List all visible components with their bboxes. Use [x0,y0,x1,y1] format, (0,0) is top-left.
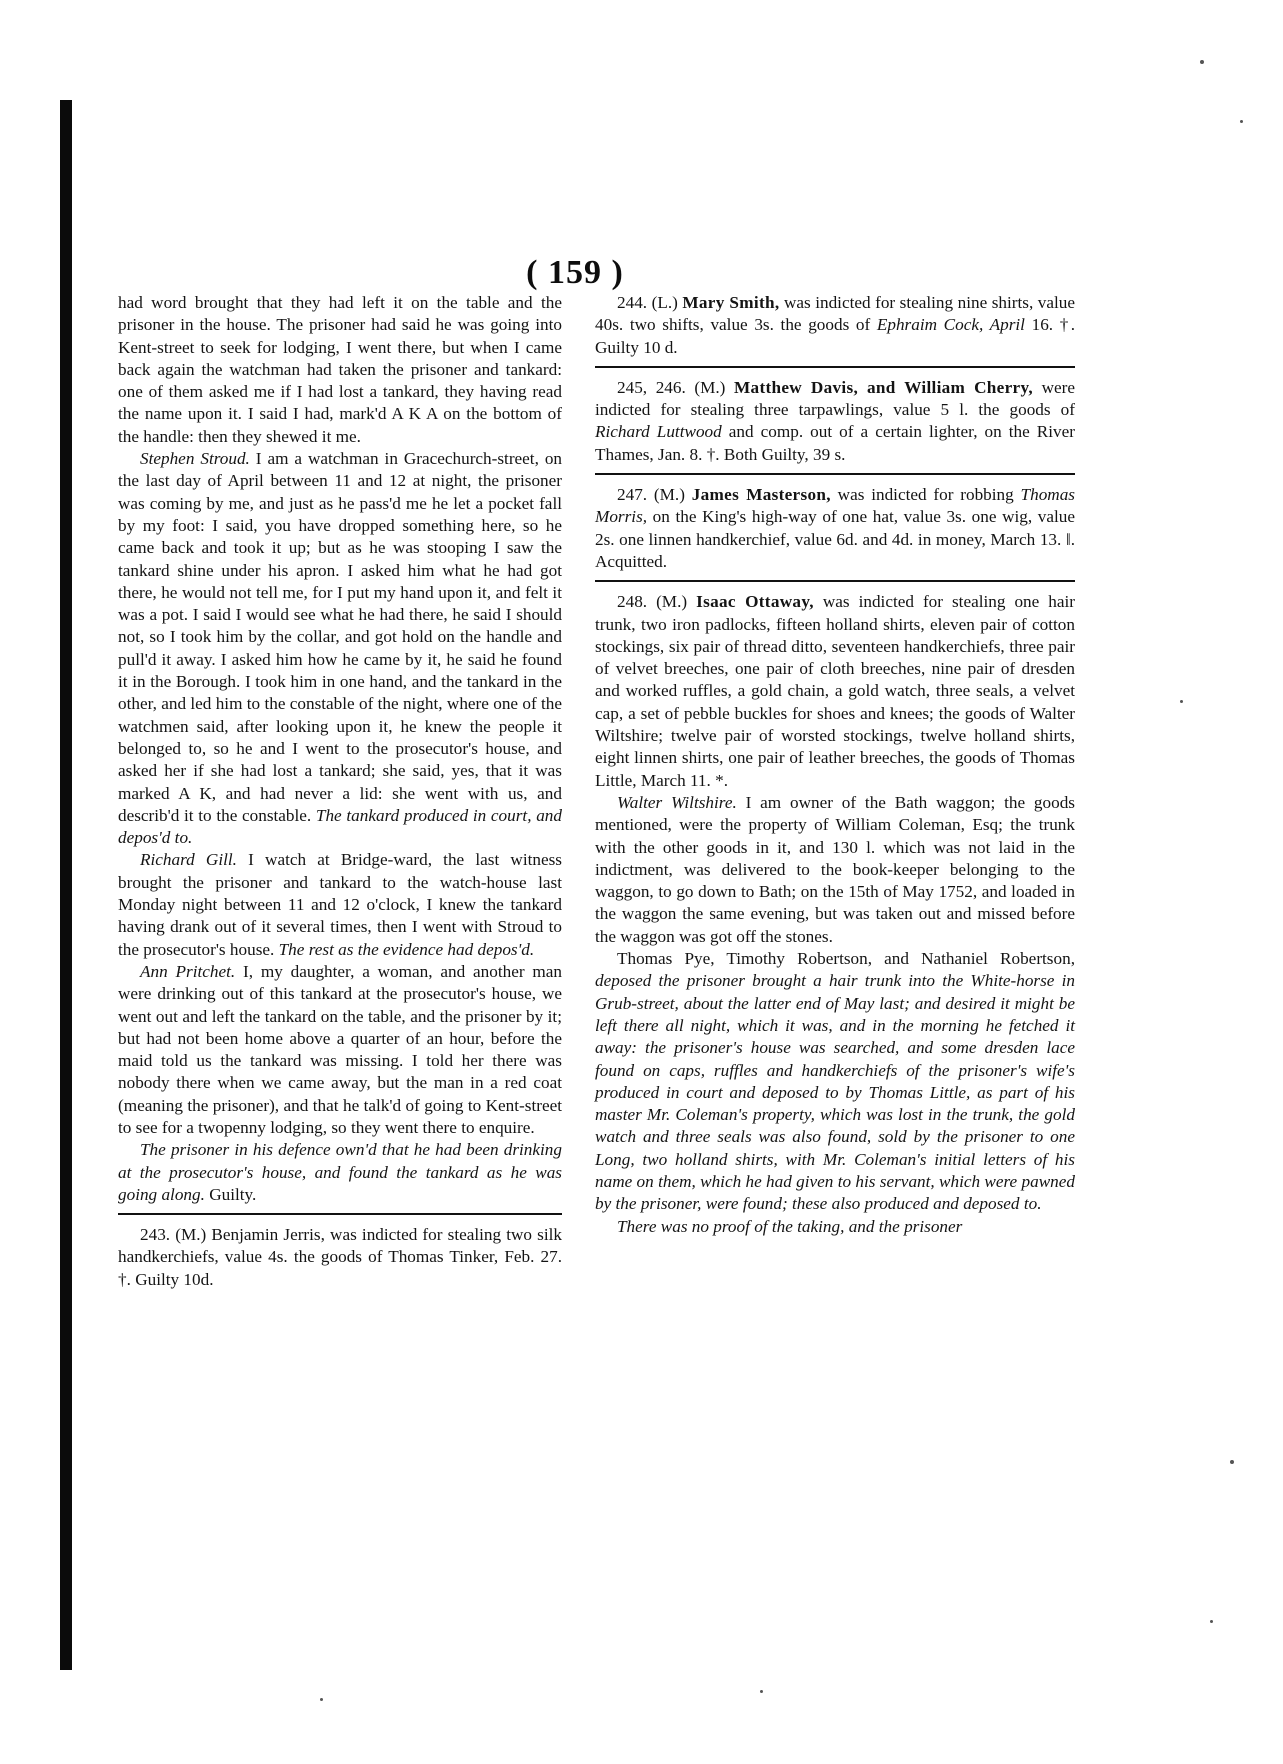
case-number: 244. (L.) [617,293,683,312]
case-243: 243. (M.) Benjamin Jerris, was indicted for stealing two silk handkerchiefs, value 4s. the goods of Thomas Tinker, Feb. 27. †. Guilty 10d. [118,1225,562,1289]
case-text: was indicted for robbing [830,485,1021,505]
testimony-text: I am owner of the Bath waggon; the goods mentioned, were the property of William Coleman, Esq; the trunk with the other goods in it, and 130 l. which was not laid in the indictment, was delivered to the book-keeper belonging to the waggon, to go down to Bath; on the 15th of May 1752, and loaded in the waggon the same evening, but was taken out and missed before the waggon was got off the stones. [595,792,1075,946]
testimony-text: I watch at Bridge-ward, the last witness brought the prisoner and tankard to the watch-house last Monday night between 11 and 12 o'clock, I knew the tankard having drank out of it several times, then I went with Stroud to the prosecutor's house. [118,850,562,959]
case-number: 245, 246. (M.) [617,377,735,397]
case-248 [595,591,1075,792]
court-note: The tankard produced in court, and depos'd to. [118,805,562,848]
case-245 [595,377,1075,466]
deposition-text: deposed the prisoner brought a hair trunk into the White-horse in Grub-street, about the latter end of May last; and desired it might be left there all night, which it was, and in the morning he fetched it away: the prisoner's house was searched, and some dresden lace found on caps, ruffles and handkerchiefs of the prisoner's wife's produced in court and deposed to by Thomas Little, as part of his master Mr. Coleman's property, which was lost in the trunk, the gold watch and three seals was also found, sold by the prisoner to one Long, two holland shirts, with Mr. Coleman's initial letters of his name on them, which he had given to his servant, which were pawned by the prisoner, were found; these also produced and deposed to. [595,971,1075,1214]
section-divider [118,1213,562,1215]
case-outcome: and comp. out of a certain lighter, on the River Thames, Jan. 8. †. Both Guilty, 39 s. [595,422,1075,464]
case-244 [595,292,1075,359]
stroud-testimony [118,448,562,849]
victim-name: Thomas Morris, [595,485,1075,527]
court-note: The rest as the evidence had depos'd. [278,939,535,959]
verdict: Guilty. [204,1184,257,1204]
speaker-name: Richard Gill. [140,850,237,870]
case-text: was indicted for stealing one hair trunk, two iron padlocks, fifteen holland shirts, eleven pair of cotton stockings, six pair of thread ditto, seventeen handkerchiefs, three pair of velvet breeches, one pair of cloth breeches, nine pair of dresden and worked ruffles, a gold chain, a gold watch, three seals, a velvet cap, a set of pebble buckles for shoes and knees; the goods of Walter Wiltshire; twelve pair of worsted stockings, twelve holland shirts, eight linnen shirts, one pair of leather breeches, the goods of Thomas Little, March 11. *. [595,592,1075,790]
defendant-name: Isaac Ottaway, [696,592,814,612]
right-column [595,292,1075,1238]
continued-paragraph: had word brought that they had left it on the table and the prisoner in the house. The prisoner had said he was going into Kent-street to seek for lodging, I went there, but when I came back again the watchman had taken the prisoner and tankard: one of them asked me if I had lost a tankard, they having read the name upon it. I said I had, mark'd A K A on the bottom of the handle: then they shewed it me. [118,293,562,446]
testimony-text: I am a watchman in Gracechurch-street, on the last day of April between 11 and 12 at night, the prisoner was coming by me, and just as he pass'd me he let a pocket fall by my foot: I said, you have dropped something here, so he came back and took it up; but as he was stooping I saw the tankard shine under his apron. I asked him what he had got there, he would not tell me, for I put my hand upon it, and felt it was a pot. I said I would see what he had there, he said I should not, so I took him by the collar, and got hold on the handle and pull'd it away. I asked him how he came by it, he said he found it in the Borough. I took him in one hand, and the tankard in the other, and led him to the constable of the night, where one of the watchmen said, after looking upon it, he knew the people it belonged to, so he and I went to the prosecutor's house, and asked her if she had lost a tankard; she said, yes, that it was marked A K, and had never a lid: she went with us, and describ'd it to the constable. [118,449,563,825]
victim-name: Richard Luttwood [595,422,722,442]
section-divider [595,580,1075,582]
witness-names: Thomas Pye, Timothy Robertson, and Nathaniel Robertson, [617,949,1075,969]
left-column [118,292,562,1291]
case-outcome: 16. †. Guilty 10 d. [595,315,1075,357]
victim-name: Ephraim Cock, April [876,315,1025,335]
wiltshire-testimony [595,792,1075,948]
speaker-name: Stephen Stroud. [140,449,250,469]
defendant-name: Mary Smith, [682,293,780,312]
case-outcome: on the King's high-way of one hat, value 3s. one wig, value 2s. one linnen handkerchief, value 6d. and 4d. in money, March 13. ‖. Acquitted. [595,507,1075,571]
defendant-name: James Masterson, [691,485,831,505]
section-divider [595,366,1075,368]
case-text: were indicted for stealing three tarpawlings, value 5 l. the goods of [595,377,1076,420]
pritchet-testimony [118,961,562,1139]
defence-text: The prisoner in his defence own'd that he had been drinking at the prosecutor's house, and found the tankard as he was going along. [118,1140,562,1204]
case-number: 248. (M.) [617,592,697,612]
pye-testimony [595,948,1075,1216]
speaker-name: Walter Wiltshire. [617,792,737,812]
case-number: 247. (M.) [617,485,692,505]
gill-testimony [118,849,562,960]
closing-line: There was no proof of the taking, and the prisoner [617,1216,963,1236]
speaker-name: Ann Pritchet. [140,961,236,981]
binding-gutter [60,100,72,1670]
page-number: ( 159 ) [526,254,624,291]
section-divider [595,473,1075,475]
case-247 [595,484,1075,573]
testimony-text: I, my daughter, a woman, and another man were drinking out of this tankard at the prosecutor's house, we went out and left the tankard on the table, and the prisoner by it; but had not been home above a quarter of an hour, before the maid told us the tankard was missing. I told her there was nobody there when we came away, but the man in a red coat (meaning the prisoner), and that he talk'd of going to Kent-street to see for a twopenny lodging, so they went there to enquire. [118,961,562,1137]
defence-paragraph [118,1139,562,1206]
case-text: was indicted for stealing nine shirts, value 40s. two shifts, value 3s. the goods of [595,293,1075,335]
defendant-name: Matthew Davis, and William Cherry, [734,377,1033,397]
